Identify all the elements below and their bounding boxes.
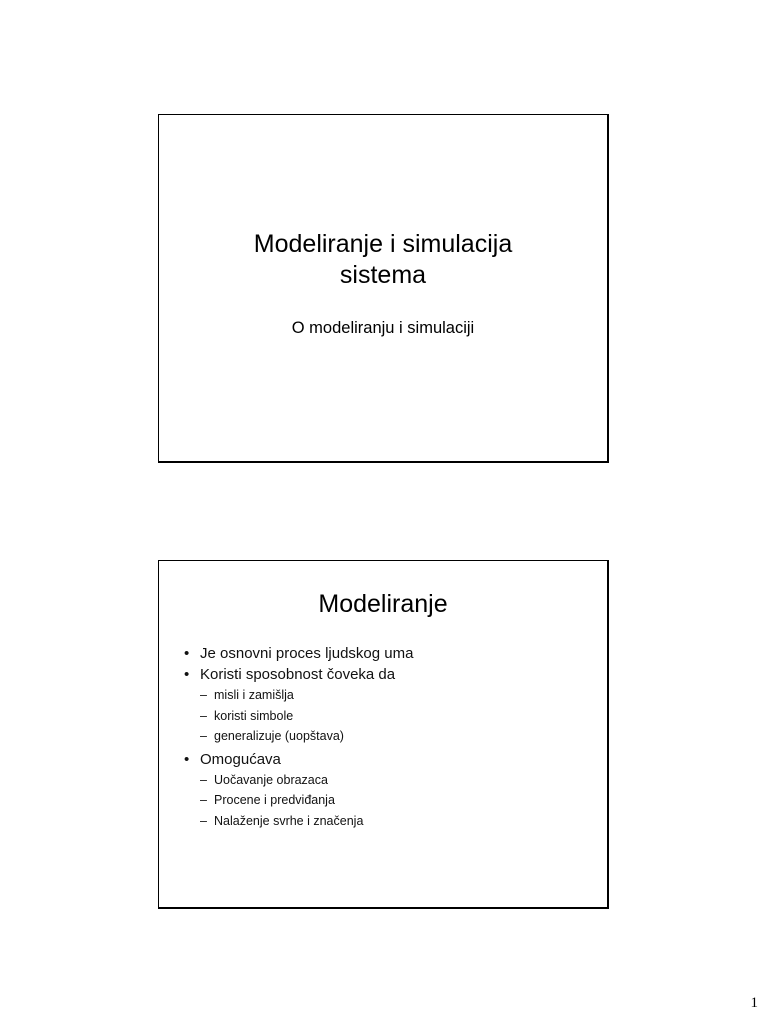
sub-bullet-item: – koristi simbole — [184, 706, 584, 727]
bullet-item — [184, 643, 584, 664]
slide-1-subtitle: O modeliranju i simulaciji — [291, 319, 475, 337]
sub-bullet-list — [184, 770, 584, 834]
slide-1 — [158, 114, 609, 463]
sub-bullet-item: – Procene i predviđanja — [184, 790, 584, 811]
sub-bullet-item: – Nalaženje svrhe i značenja — [184, 811, 584, 832]
bullet-text: • Omogućava — [184, 749, 584, 770]
sub-bullet-item: – misli i zamišlja — [184, 685, 584, 706]
slide-2 — [158, 560, 609, 909]
sub-bullet-item: – generalizuje (uopštava) — [184, 726, 584, 747]
slide-1-title — [159, 229, 607, 291]
slide-2-title: Modeliranje — [318, 590, 448, 618]
bullet-text: • Je osnovni proces ljudskog uma — [184, 643, 584, 664]
slide-1-title-line-2: sistema — [339, 261, 427, 289]
sub-bullet-list — [184, 685, 584, 749]
bullet-item — [184, 664, 584, 749]
slide-2-bullet-list — [184, 643, 584, 833]
bullet-text: • Koristi sposobnost čoveka da — [184, 664, 584, 685]
page-number: 1 — [750, 995, 758, 1011]
slide-1-title-line-1: Modeliranje i simulacija — [253, 230, 513, 258]
sub-bullet-item: – Uočavanje obrazaca — [184, 770, 584, 791]
bullet-item — [184, 749, 584, 834]
